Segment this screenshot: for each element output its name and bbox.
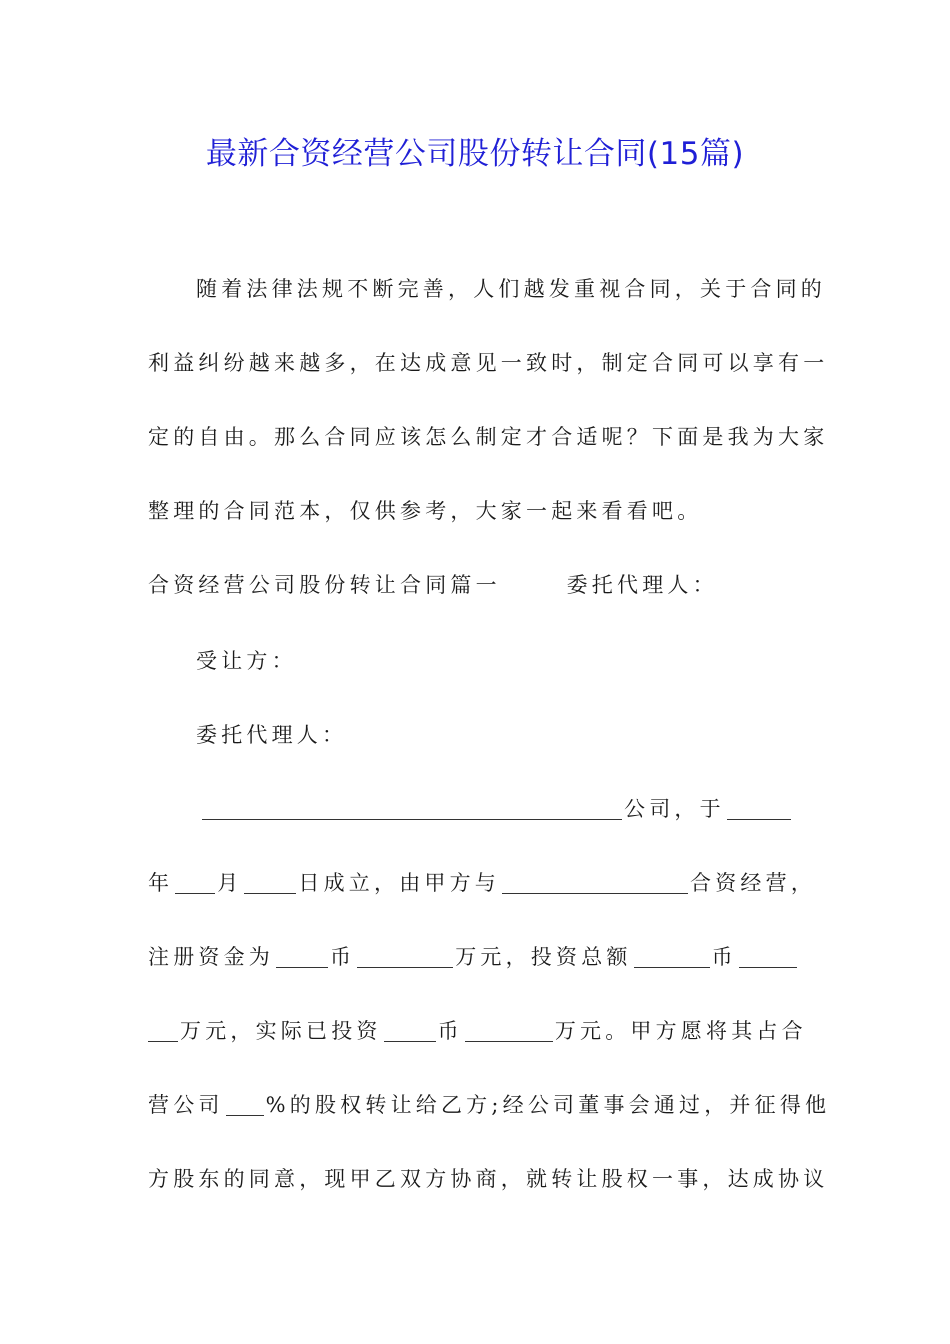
assignee-label: 受让方： <box>196 649 297 673</box>
agent-label-2: 委托代理人： <box>196 723 348 747</box>
intro-line-1: 随着法律法规不断完善，人们越发重视合同，关于合同的 <box>196 277 826 301</box>
intro-line-4: 整理的合同范本，仅供参考，大家一起来看看吧。 <box>148 499 703 523</box>
paid-amount-blank[interactable] <box>465 1021 553 1042</box>
investment-amount-blank[interactable] <box>739 947 797 968</box>
currency-blank-1[interactable] <box>276 947 328 968</box>
text-year: 年 <box>148 871 174 895</box>
contract-line-3 <box>148 941 799 971</box>
text-company-suffix: 公司，于 <box>624 797 725 821</box>
text-wan-investment: 万元，投资总额 <box>455 945 632 969</box>
contract-line-1 <box>200 793 793 823</box>
capital-amount-blank[interactable] <box>357 947 453 968</box>
partner-blank[interactable] <box>502 873 688 894</box>
text-registered-capital: 注册资金为 <box>148 945 274 969</box>
contract-line-5 <box>148 1089 830 1119</box>
text-established: 日成立，由甲方与 <box>298 871 501 895</box>
investment-amount-blank-cont[interactable] <box>148 1021 178 1042</box>
contract-line-6: 方股东的同意，现甲乙双方协商，就转让股权一事，达成协议 <box>148 1167 829 1191</box>
section-heading-row <box>148 569 718 599</box>
intro-line-3: 定的自由。那么合同应该怎么制定才合适呢？下面是我为大家 <box>148 425 829 449</box>
percent-blank[interactable] <box>226 1095 264 1116</box>
contract-line-4 <box>148 1015 807 1045</box>
document-title: 最新合资经营公司股份转让合同(15篇) <box>205 136 745 172</box>
text-wan-willing: 万元。甲方愿将其占合 <box>554 1019 807 1043</box>
text-wan-paid: 万元，实际已投资 <box>180 1019 382 1043</box>
currency-blank-3[interactable] <box>384 1021 436 1042</box>
section-heading: 合资经营公司股份转让合同篇一 <box>148 573 501 597</box>
contract-line-2 <box>148 867 816 897</box>
year-blank[interactable] <box>727 799 791 820</box>
company-name-blank[interactable] <box>202 799 622 820</box>
text-currency-1: 币 <box>330 945 356 969</box>
month-blank[interactable] <box>175 873 215 894</box>
text-month: 月 <box>217 871 243 895</box>
currency-blank-2[interactable] <box>634 947 710 968</box>
text-jv-company: 营公司 <box>148 1093 224 1117</box>
text-currency-2: 币 <box>711 945 737 969</box>
text-currency-3: 币 <box>437 1019 463 1043</box>
text-percent-transfer: %的股权转让给乙方;经公司董事会通过，并征得他 <box>265 1093 831 1117</box>
day-blank[interactable] <box>244 873 296 894</box>
agent-label: 委托代理人： <box>566 573 718 597</box>
text-jv: 合资经营， <box>690 871 817 895</box>
intro-line-2: 利益纠纷越来越多，在达成意见一致时，制定合同可以享有一 <box>148 351 829 375</box>
